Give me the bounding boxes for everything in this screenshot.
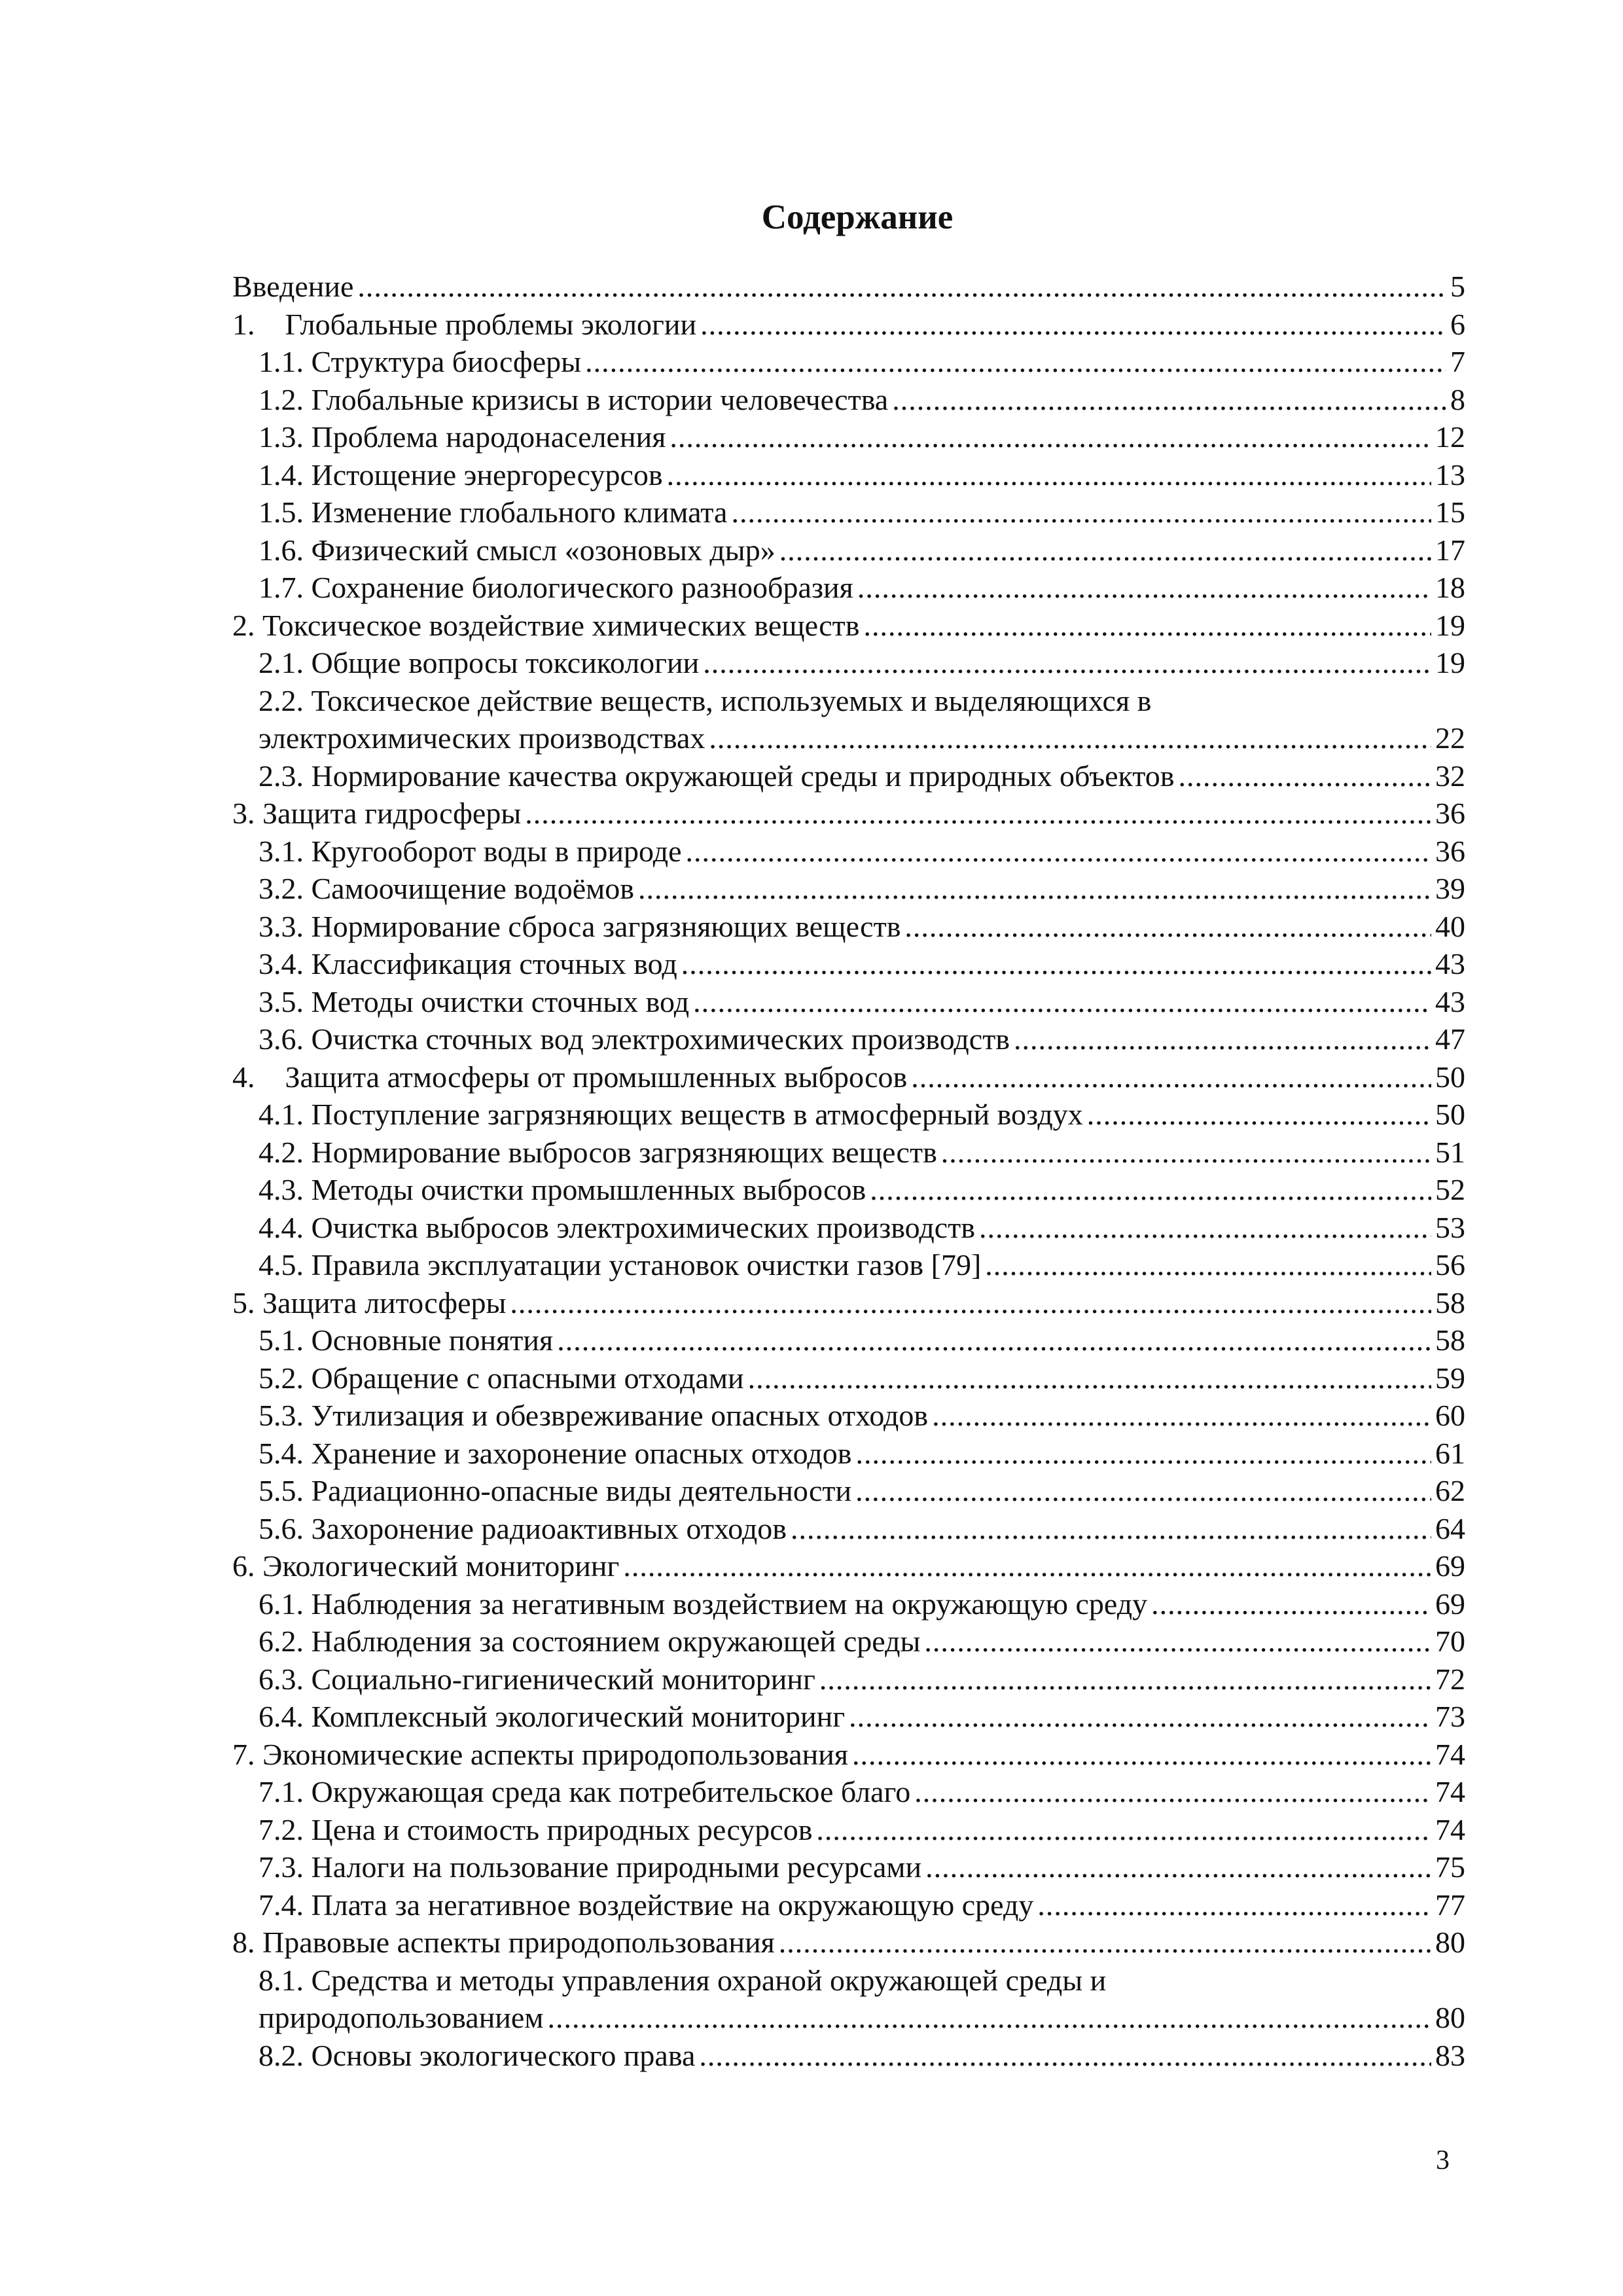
toc-leader-dots <box>816 1811 1431 1849</box>
toc-entry-title: 3. Защита гидросферы <box>232 797 522 830</box>
toc-entry-page: 74 <box>1435 1775 1465 1808</box>
toc-entry-title: 3.6. Очистка сточных вод электрохимических производств <box>259 1022 1010 1056</box>
toc-entry-page: 77 <box>1435 1888 1465 1922</box>
toc-entry <box>232 1246 1465 1284</box>
toc-entry <box>232 1962 1465 2000</box>
toc-entry <box>232 1660 1465 1698</box>
toc-leader-dots <box>911 1058 1431 1096</box>
toc-entry-page: 32 <box>1435 759 1465 793</box>
toc-entry <box>232 983 1465 1021</box>
toc-leader-dots <box>870 1171 1431 1209</box>
toc-entry-title: 3.2. Самоочищение водоёмов <box>259 872 634 905</box>
toc-entry-page: 43 <box>1435 947 1465 980</box>
toc-leader-dots <box>557 1321 1431 1359</box>
toc-entry-page: 19 <box>1435 646 1465 679</box>
toc-leader-dots <box>686 833 1431 870</box>
toc-entry-title: 4.3. Методы очистки промышленных выбросов <box>259 1173 866 1206</box>
toc-entry-title: 2.3. Нормирование качества окружающей среды и природных объектов <box>259 759 1175 793</box>
toc-entry-title: 4.1. Поступление загрязняющих веществ в атмосферный воздух <box>259 1098 1083 1131</box>
toc-entry <box>232 607 1465 645</box>
toc-entry-title: 5. Защита литосферы <box>232 1285 507 1319</box>
toc-entry-page: 50 <box>1435 1098 1465 1131</box>
toc-entry-page: 56 <box>1435 1248 1465 1282</box>
toc-entry-page: 40 <box>1435 909 1465 943</box>
toc-entry <box>232 1472 1465 1510</box>
toc-leader-dots <box>585 343 1446 381</box>
toc-entry-page: 12 <box>1435 420 1465 454</box>
toc-entry <box>232 456 1465 494</box>
toc-leader-dots <box>932 1397 1431 1435</box>
toc-entry-page: 51 <box>1435 1135 1465 1169</box>
toc-entry-page: 15 <box>1435 495 1465 529</box>
toc-entry <box>232 1435 1465 1473</box>
toc-leader-dots <box>779 1924 1431 1962</box>
toc-entry-page: 80 <box>1435 2001 1465 2034</box>
toc-entry-page: 7 <box>1450 345 1465 378</box>
toc-leader-dots <box>703 644 1431 682</box>
toc-entry-page: 64 <box>1435 1511 1465 1545</box>
toc-entry-title: 7.1. Окружающая среда как потребительское благо <box>259 1775 911 1808</box>
toc-entry-title: 6.4. Комплексный экологический мониторинг <box>259 1700 846 1733</box>
toc-entry-title: 8. Правовые аспекты природопользования <box>232 1926 775 1959</box>
toc-entry <box>232 381 1465 419</box>
toc-leader-dots <box>924 1623 1431 1660</box>
toc-entry-page: 5 <box>1450 270 1465 303</box>
toc-entry-title: 8.2. Основы экологического права <box>259 2038 696 2072</box>
toc-entry-page: 74 <box>1435 1812 1465 1846</box>
toc-entry-title: 6.2. Наблюдения за состоянием окружающей среды <box>259 1624 921 1658</box>
toc-entry-page: 74 <box>1435 1737 1465 1771</box>
toc-entry-page: 8 <box>1450 382 1465 416</box>
toc-entry-title: 3.4. Классификация сточных вод <box>259 947 677 980</box>
toc-entry-title: 4.4. Очистка выбросов электрохимических производств <box>259 1210 975 1244</box>
toc-entry <box>232 2037 1465 2075</box>
toc-entry-page: 69 <box>1435 1587 1465 1621</box>
toc-entry <box>232 1510 1465 1548</box>
toc-leader-dots <box>638 870 1431 908</box>
toc-leader-dots <box>525 795 1431 833</box>
toc-entry <box>232 1924 1465 1962</box>
toc-entry-title: 1.1. Структура биосферы <box>259 345 582 378</box>
toc-entry <box>232 569 1465 607</box>
toc-leader-dots <box>669 418 1431 456</box>
toc-leader-dots <box>852 1736 1431 1774</box>
toc-leader-dots <box>904 908 1431 946</box>
toc-entry-page: 73 <box>1435 1700 1465 1733</box>
toc-entry <box>232 1736 1465 1774</box>
toc-entry <box>232 870 1465 908</box>
toc-leader-dots <box>510 1284 1431 1322</box>
toc-entry <box>232 418 1465 456</box>
page-title: Содержание <box>761 198 954 236</box>
toc-entry-page: 70 <box>1435 1624 1465 1658</box>
toc-leader-dots <box>979 1209 1431 1247</box>
toc-entry-title: 3.5. Методы очистки сточных вод <box>259 984 690 1018</box>
toc-entry-title: 5.6. Захоронение радиоактивных отходов <box>259 1511 787 1545</box>
toc-leader-dots <box>855 1435 1431 1473</box>
toc-entry-title: 7.2. Цена и стоимость природных ресурсов <box>259 1812 813 1846</box>
toc-leader-dots <box>857 569 1431 607</box>
toc-leader-dots <box>985 1246 1431 1284</box>
toc-leader-dots <box>1037 1886 1431 1924</box>
toc-entry <box>232 1397 1465 1435</box>
toc-entry-title: природопользованием <box>259 2001 544 2034</box>
toc-leader-dots <box>748 1359 1431 1397</box>
toc-entry-title: 2.1. Общие вопросы токсикологии <box>259 646 700 679</box>
toc-entry-title: 5.4. Хранение и захоронение опасных отходов <box>259 1436 852 1470</box>
toc-entry <box>232 945 1465 983</box>
toc-entry-page: 62 <box>1435 1474 1465 1507</box>
toc-leader-dots <box>623 1547 1431 1585</box>
toc-entry <box>232 719 1465 757</box>
page-number: 3 <box>1436 2145 1450 2176</box>
toc-entry <box>232 1020 1465 1058</box>
toc-entry-title: 7.3. Налоги на пользование природными ресурсами <box>259 1850 922 1884</box>
toc-entry-page: 75 <box>1435 1850 1465 1884</box>
toc-leader-dots <box>547 1999 1431 2037</box>
toc-entry-title: 1.4. Истощение энергоресурсов <box>259 457 663 492</box>
toc-entry-page: 19 <box>1435 608 1465 642</box>
toc-entry <box>232 1623 1465 1660</box>
toc-leader-dots <box>1087 1096 1431 1134</box>
toc-entry-title: 1.7. Сохранение биологического разнообразия <box>259 571 853 604</box>
toc-entry <box>232 1999 1465 2037</box>
toc-entry-title: 6. Экологический мониторинг <box>232 1549 620 1583</box>
toc-entry-title: 5.2. Обращение с опасными отходами <box>259 1361 744 1395</box>
toc-entry <box>232 833 1465 870</box>
toc-entry-page: 61 <box>1435 1436 1465 1470</box>
toc-leader-dots <box>925 1848 1431 1886</box>
toc-entry <box>232 1359 1465 1397</box>
toc-entry-page: 6 <box>1450 307 1465 341</box>
toc-entry-page: 60 <box>1435 1399 1465 1432</box>
toc-entry-title: Введение <box>232 270 354 303</box>
toc-entry <box>232 757 1465 795</box>
toc-entry <box>232 1134 1465 1172</box>
table-of-contents <box>232 268 1465 2074</box>
toc-leader-dots <box>731 493 1431 531</box>
toc-leader-dots <box>693 983 1431 1021</box>
toc-entry-page: 69 <box>1435 1549 1465 1583</box>
toc-entry-page: 58 <box>1435 1285 1465 1319</box>
toc-entry-title: 1.2. Глобальные кризисы в истории человечества <box>259 382 889 416</box>
toc-entry-title: 6.1. Наблюдения за негативным воздействием на окружающую среду <box>259 1587 1148 1621</box>
toc-entry-title: 8.1. Средства и методы управления охраной окружающей среды и <box>259 1963 1107 1997</box>
toc-entry <box>232 1585 1465 1623</box>
toc-entry-page: 39 <box>1435 872 1465 905</box>
toc-entry-title: 7.4. Плата за негативное воздействие на окружающую среду <box>259 1888 1034 1922</box>
toc-entry-page: 72 <box>1435 1662 1465 1696</box>
toc-entry-title: 1.5. Изменение глобального климата <box>259 495 728 529</box>
toc-entry-page: 47 <box>1435 1022 1465 1056</box>
toc-entry <box>232 1096 1465 1134</box>
toc-entry-page: 53 <box>1435 1210 1465 1244</box>
toc-entry-title: 7. Экономические аспекты природопользования <box>232 1737 849 1771</box>
toc-entry-page: 59 <box>1435 1361 1465 1395</box>
toc-leader-dots <box>892 381 1446 419</box>
toc-entry-title: 5.1. Основные понятия <box>259 1323 554 1357</box>
toc-leader-dots <box>849 1698 1431 1736</box>
toc-entry <box>232 1773 1465 1811</box>
toc-entry-title: 1.6. Физический смысл «озоновых дыр» <box>259 533 776 567</box>
toc-leader-dots <box>699 2037 1431 2075</box>
toc-entry-title: 1. Глобальные проблемы экологии <box>232 307 697 341</box>
toc-entry-page: 83 <box>1435 2038 1465 2072</box>
toc-entry <box>232 1284 1465 1322</box>
toc-leader-dots <box>855 1472 1431 1510</box>
toc-entry-title: 4.5. Правила эксплуатации установок очистки газов [79] <box>259 1248 982 1282</box>
toc-leader-dots <box>914 1773 1431 1811</box>
toc-leader-dots <box>1014 1020 1431 1058</box>
toc-entry-page: 36 <box>1435 797 1465 830</box>
toc-entry <box>232 795 1465 833</box>
toc-entry-page: 18 <box>1435 571 1465 604</box>
toc-entry-page: 17 <box>1435 533 1465 567</box>
toc-leader-dots <box>357 268 1446 306</box>
toc-leader-dots <box>791 1510 1431 1548</box>
toc-entry <box>232 1171 1465 1209</box>
toc-entry <box>232 493 1465 531</box>
toc-leader-dots <box>863 607 1431 645</box>
toc-entry-page: 52 <box>1435 1173 1465 1206</box>
toc-entry <box>232 1811 1465 1849</box>
toc-entry <box>232 1209 1465 1247</box>
toc-entry <box>232 306 1465 344</box>
toc-entry-title: электрохимических производствах <box>259 721 705 755</box>
toc-entry-page: 22 <box>1435 721 1465 755</box>
toc-entry-title: 2. Токсическое воздействие химических веществ <box>232 608 860 642</box>
toc-entry <box>232 1886 1465 1924</box>
toc-entry-title: 2.2. Токсическое действие веществ, используемых и выделяющихся в <box>259 683 1152 717</box>
toc-entry-title: 1.3. Проблема народонаселения <box>259 420 666 454</box>
toc-entry <box>232 268 1465 306</box>
toc-entry-page: 80 <box>1435 1926 1465 1959</box>
toc-entry <box>232 1547 1465 1585</box>
toc-leader-dots <box>709 719 1431 757</box>
toc-entry-title: 6.3. Социально-гигиенический мониторинг <box>259 1662 815 1696</box>
toc-entry-page: 36 <box>1435 834 1465 868</box>
toc-entry-title: 3.3. Нормирование сброса загрязняющих веществ <box>259 909 901 943</box>
toc-entry <box>232 908 1465 946</box>
toc-entry-page: 58 <box>1435 1323 1465 1357</box>
toc-entry <box>232 682 1465 720</box>
toc-entry <box>232 531 1465 569</box>
toc-leader-dots <box>667 456 1431 494</box>
toc-entry-title: 4.2. Нормирование выбросов загрязняющих веществ <box>259 1135 937 1169</box>
toc-entry <box>232 1848 1465 1886</box>
toc-entry <box>232 644 1465 682</box>
toc-leader-dots <box>1178 757 1431 795</box>
toc-leader-dots <box>1151 1585 1431 1623</box>
toc-entry <box>232 1058 1465 1096</box>
toc-entry <box>232 1698 1465 1736</box>
toc-entry <box>232 1321 1465 1359</box>
toc-entry-title: 3.1. Кругооборот воды в природе <box>259 834 682 868</box>
toc-leader-dots <box>700 306 1446 344</box>
toc-entry-title: 5.3. Утилизация и обезвреживание опасных отходов <box>259 1399 929 1432</box>
toc-leader-dots <box>819 1660 1431 1698</box>
toc-entry-title: 4. Защита атмосферы от промышленных выбросов <box>232 1060 908 1094</box>
toc-leader-dots <box>779 531 1431 569</box>
toc-leader-dots <box>681 945 1431 983</box>
toc-entry-page: 13 <box>1435 457 1465 492</box>
toc-entry-title: 5.5. Радиационно-опасные виды деятельности <box>259 1474 852 1507</box>
toc-entry <box>232 343 1465 381</box>
toc-entry-page: 50 <box>1435 1060 1465 1094</box>
toc-leader-dots <box>941 1134 1431 1172</box>
toc-entry-page: 43 <box>1435 984 1465 1018</box>
